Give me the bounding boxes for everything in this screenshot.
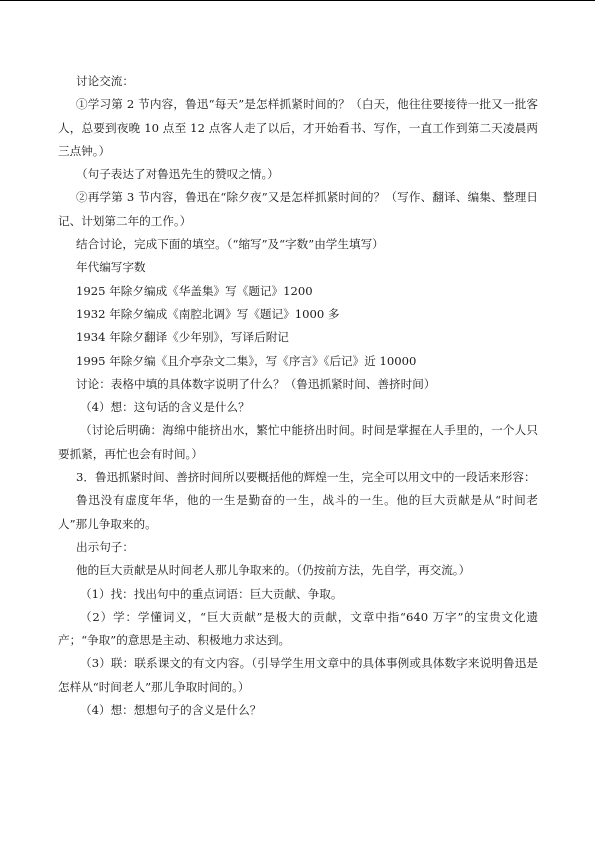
paragraph-fill-blank: 结合讨论，完成下面的填空。（“缩写”及“字数”由学生填写） xyxy=(76,237,384,252)
paragraph-lu-xun-life: 鲁迅没有虚度年华，他的一生是勤奋的一生，战斗的一生。他的巨大贡献是从“时间老人”那儿争取来的。 xyxy=(58,493,538,531)
table-row-1932: 1932 年除夕编成《南腔北调》写《题记》1000 多 xyxy=(76,306,340,321)
table-header-line: 年代编写字数 xyxy=(76,260,146,275)
header-rule xyxy=(0,0,595,1)
discussion-heading: 讨论交流： xyxy=(76,74,134,88)
paragraph-summary-3: 3．鲁迅抓紧时间、善挤时间所以要概括他的辉煌一生，完全可以用文中的一段话来形容： xyxy=(76,470,536,485)
paragraph-step-learn: （2）学：学懂词义，“巨大贡献”是极大的贡献，文章中指“640 万字”的宝贵文化遗产；“争取”的意思是主动、积极地力求达到。 xyxy=(58,609,538,648)
paragraph-show-sentence: 出示句子： xyxy=(76,539,134,554)
table-row-1925: 1925 年除夕编成《华盖集》写《题记》1200 xyxy=(76,283,313,298)
paragraph-table-discussion: 讨论：表格中填的具体数字说明了什么？（鲁迅抓紧时间、善挤时间） xyxy=(76,376,436,391)
paragraph-daily-time: ①学习第 2 节内容，鲁迅“每天”是怎样抓紧时间的？（白天，他往往要接待一批又一批客人，总要到夜晚 10 点至 12 点客人走了以后，才开始看书、写作，一直工作到第二天凌晨两三点钟。） xyxy=(58,97,538,158)
paragraph-think-question: （4）想：这句话的含义是什么？ xyxy=(80,400,250,415)
paragraph-step-think: （4）想：想想句子的含义是什么？ xyxy=(80,703,262,718)
paragraph-sponge-conclusion: （讨论后明确：海绵中能挤出水，繁忙中能挤出时间。时间是掌握在人手里的，一个人只要抓紧，再忙也会有时间。） xyxy=(58,423,538,461)
paragraph-key-sentence: 他的巨大贡献是从时间老人那儿争取来的。（仍按前方法，先自学，再交流。） xyxy=(76,563,471,578)
paragraph-step-find: （1）找：找出句中的重点词语：巨大贡献、争取。 xyxy=(80,586,343,601)
table-row-1995: 1995 年除夕编《且介亭杂文二集》，写《序言》《后记》近 10000 xyxy=(76,353,417,368)
table-row-1934: 1934 年除夕翻译《少年别》，写译后附记 xyxy=(76,330,289,345)
document-body xyxy=(58,70,538,722)
paragraph-admiration: （句子表达了对鲁迅先生的赞叹之情。） xyxy=(76,167,279,182)
paragraph-step-connect: （3）联：联系课文的有文内容。（引导学生用文章中的具体事例或具体数字来说明鲁迅是怎样从“时间老人”那儿争取时间的。） xyxy=(58,656,538,694)
paragraph-new-year-eve: ②再学第 3 节内容，鲁迅在“除夕夜”又是怎样抓紧时间的？（写作、翻译、编集、整理日记、计划第二年的工作。） xyxy=(58,190,538,228)
